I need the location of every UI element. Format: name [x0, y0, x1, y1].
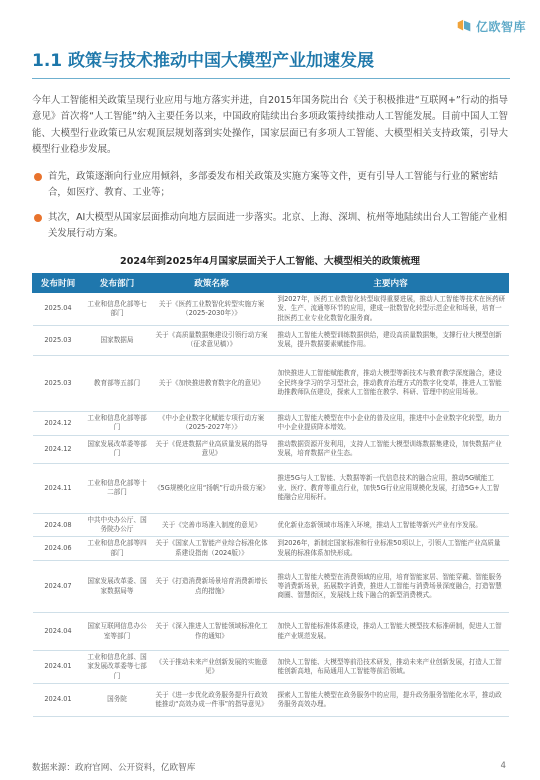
cell-content: 探索人工智能大模型在政务服务中的应用，提升政务服务智能化水平，推动政务服务高效办理。 — [273, 684, 509, 717]
cell-date: 2025.04 — [33, 293, 84, 326]
cell-content: 推进5G与人工智能、大数据等新一代信息技术的融合应用，推动5G赋能工业、医疗、教育等重点行业，加快5G行业应用规模化发展，打造5G+人工智能融合应用标杆。 — [273, 463, 509, 513]
cell-department: 工业和信息化部等七部门 — [84, 293, 151, 326]
cell-department: 工业和信息化部等四部门 — [84, 537, 151, 561]
bullet-item — [32, 169, 508, 202]
section-title: 1.1 政策与技术推动中国大模型产业加速发展 — [32, 51, 375, 71]
table-row — [33, 463, 509, 513]
cell-date: 2024.07 — [33, 561, 84, 613]
source-note: 数据来源：政府官网、公开资料，亿欧智库 — [32, 763, 196, 773]
table-body — [33, 293, 509, 717]
cell-date: 2024.11 — [33, 463, 84, 513]
cell-date: 2024.08 — [33, 513, 84, 537]
brand-logo-icon — [455, 17, 473, 35]
cell-date: 2025.03 — [33, 355, 84, 411]
cell-department: 国家发展改革委等部门 — [84, 435, 151, 463]
cell-date: 2024.06 — [33, 537, 84, 561]
cell-policy-name: 关于《进一步优化政务服务提升行政效能推动“高效办成一件事”的指导意见》 — [151, 684, 273, 717]
cell-content: 加快推进人工智能赋能教育，推动大模型等新技术与教育教学深度融合，建设全民终身学习的学习型社会，推动教育治理方式的数字化变革，推进人工智能助推教师队伍建设，探索人工智能在教学、科研、管理中的应用场景。 — [273, 355, 509, 411]
cell-policy-name: 《5G规模化应用“扬帆”行动升级方案》 — [151, 463, 273, 513]
cell-date: 2024.12 — [33, 411, 84, 435]
cell-department: 国家发展改革委、国家数据局等 — [84, 561, 151, 613]
cell-content: 加快人工智能、大模型等前沿技术研发，推动未来产业创新发展，打造人工智能创新高地，布局通用人工智能等前沿领域。 — [273, 651, 509, 684]
column-header: 政策名称 — [151, 274, 273, 293]
table-row — [33, 513, 509, 537]
column-header: 发布部门 — [84, 274, 151, 293]
cell-date: 2025.03 — [33, 325, 84, 355]
policy-table — [32, 273, 509, 717]
brand-name: 亿欧智库 — [475, 19, 526, 34]
cell-policy-name: 关于《深入推进人工智能领域标准化工作的通知》 — [151, 613, 273, 651]
column-header: 主要内容 — [273, 274, 509, 293]
cell-date: 2024.04 — [33, 613, 84, 651]
table-row — [33, 435, 509, 463]
cell-policy-name: 关于《国家人工智能产业综合标准化体系建设指南（2024版）》 — [151, 537, 273, 561]
cell-policy-name: 关于《医药工业数智化转型实施方案（2025-2030年）》 — [151, 293, 273, 326]
column-header: 发布时间 — [33, 274, 84, 293]
cell-content: 推动人工智能大模型在中小企业的普及应用，推进中小企业数字化转型，助力中小企业提质降本增效。 — [273, 411, 509, 435]
cell-department: 国家数据局 — [84, 325, 151, 355]
cell-policy-name: 关于《促进数据产业高质量发展的指导意见》 — [151, 435, 273, 463]
table-title: 2024年到2025年4月国家层面关于人工智能、大模型相关的政策梳理 — [120, 256, 420, 267]
bullet-item — [32, 210, 508, 243]
cell-content: 优化新业态新领域市场准入环境，推动人工智能等新兴产业有序发展。 — [273, 513, 509, 537]
cell-department: 中共中央办公厅、国务院办公厅 — [84, 513, 151, 537]
table-row — [33, 651, 509, 684]
bullet-dot-icon — [34, 173, 42, 181]
cell-policy-name: 关于《完善市场准入制度的意见》 — [151, 513, 273, 537]
cell-department: 工业和信息化部等十二部门 — [84, 463, 151, 513]
bullet-list — [32, 169, 508, 251]
cell-policy-name: 《关于推动未来产业创新发展的实施意见》 — [151, 651, 273, 684]
cell-content: 推动人工智能大模型训练数据供给，建设高质量数据集，支撑行业大模型创新发展，提升数据要素赋能作用。 — [273, 325, 509, 355]
cell-content: 到2027年，医药工业数智化转型取得重要进展，推动人工智能等技术在医药研发、生产、流通等环节的应用，建成一批数智化转型示范企业和场景，培育一批医药工业专业化数智化服务商。 — [273, 293, 509, 326]
table-row — [33, 561, 509, 613]
cell-policy-name: 关于《打造消费新场景培育消费新增长点的措施》 — [151, 561, 273, 613]
bullet-text: 其次，AI大模型从国家层面推动向地方层面进一步落实。北京、上海、深圳、杭州等地陆续出台人工智能产业相关发展行动方案。 — [48, 211, 508, 240]
table-header-row — [33, 274, 509, 293]
bullet-text: 首先，政策逐渐向行业应用倾斜，多部委发布相关政策及实施方案等文件，更有引导人工智能与行业的紧密结合，如医疗、教育、工业等； — [48, 171, 499, 199]
cell-date: 2024.12 — [33, 435, 84, 463]
table-row — [33, 684, 509, 717]
cell-department: 工业和信息化部等部门 — [84, 411, 151, 435]
cell-content: 推动数据资源开发利用，支持人工智能大模型训练数据集建设，加快数据产业发展，培育数据产业生态。 — [273, 435, 509, 463]
cell-policy-name: 关于《加快推进教育数字化的意见》 — [151, 355, 273, 411]
cell-date: 2024.01 — [33, 684, 84, 717]
cell-department: 国家互联网信息办公室等部门 — [84, 613, 151, 651]
cell-content: 到2026年，新制定国家标准和行业标准50项以上，引领人工智能产业高质量发展的标准体系加快形成。 — [273, 537, 509, 561]
cell-date: 2024.01 — [33, 651, 84, 684]
cell-department: 教育部等五部门 — [84, 355, 151, 411]
table-row — [33, 355, 509, 411]
table-row — [33, 293, 509, 326]
table-row — [33, 537, 509, 561]
cell-department: 工业和信息化部、国家发展改革委等七部门 — [84, 651, 151, 684]
cell-policy-name: 《中小企业数字化赋能专项行动方案（2025-2027年）》 — [151, 411, 273, 435]
title-divider — [32, 78, 510, 79]
table-row — [33, 613, 509, 651]
brand — [455, 17, 526, 35]
cell-department: 国务院 — [84, 684, 151, 717]
table-row — [33, 325, 509, 355]
intro-paragraph: 今年人工智能相关政策呈现行业应用与地方落实并进，自2015年国务院出台《关于积极推进“互联网+”行动的指导意见》首次将“人工智能”纳入主要任务以来，中国政府陆续出台多项政策持续推动人工智能发展。目前中国人工智能、大模型行业政策已从宏观顶层规划落到实处操作，国家层面已有多项人工智能、大模型相关支持政策，引导大模型行业稳步发展。 — [32, 95, 508, 156]
bullet-dot-icon — [34, 214, 42, 222]
page-number: 4 — [500, 761, 506, 771]
cell-content: 推动人工智能大模型在消费领域的应用，培育智能家居、智能穿戴、智能服务等消费新场景，拓展数字消费，推进人工智能与消费场景深度融合，打造智慧商圈、智慧街区，发展线上线下融合的新型消费模式。 — [273, 561, 509, 613]
cell-policy-name: 关于《高质量数据集建设引领行动方案（征求意见稿）》 — [151, 325, 273, 355]
table-row — [33, 411, 509, 435]
cell-content: 加快人工智能标准体系建设，推动人工智能大模型技术标准研制，促进人工智能产业规范发展。 — [273, 613, 509, 651]
